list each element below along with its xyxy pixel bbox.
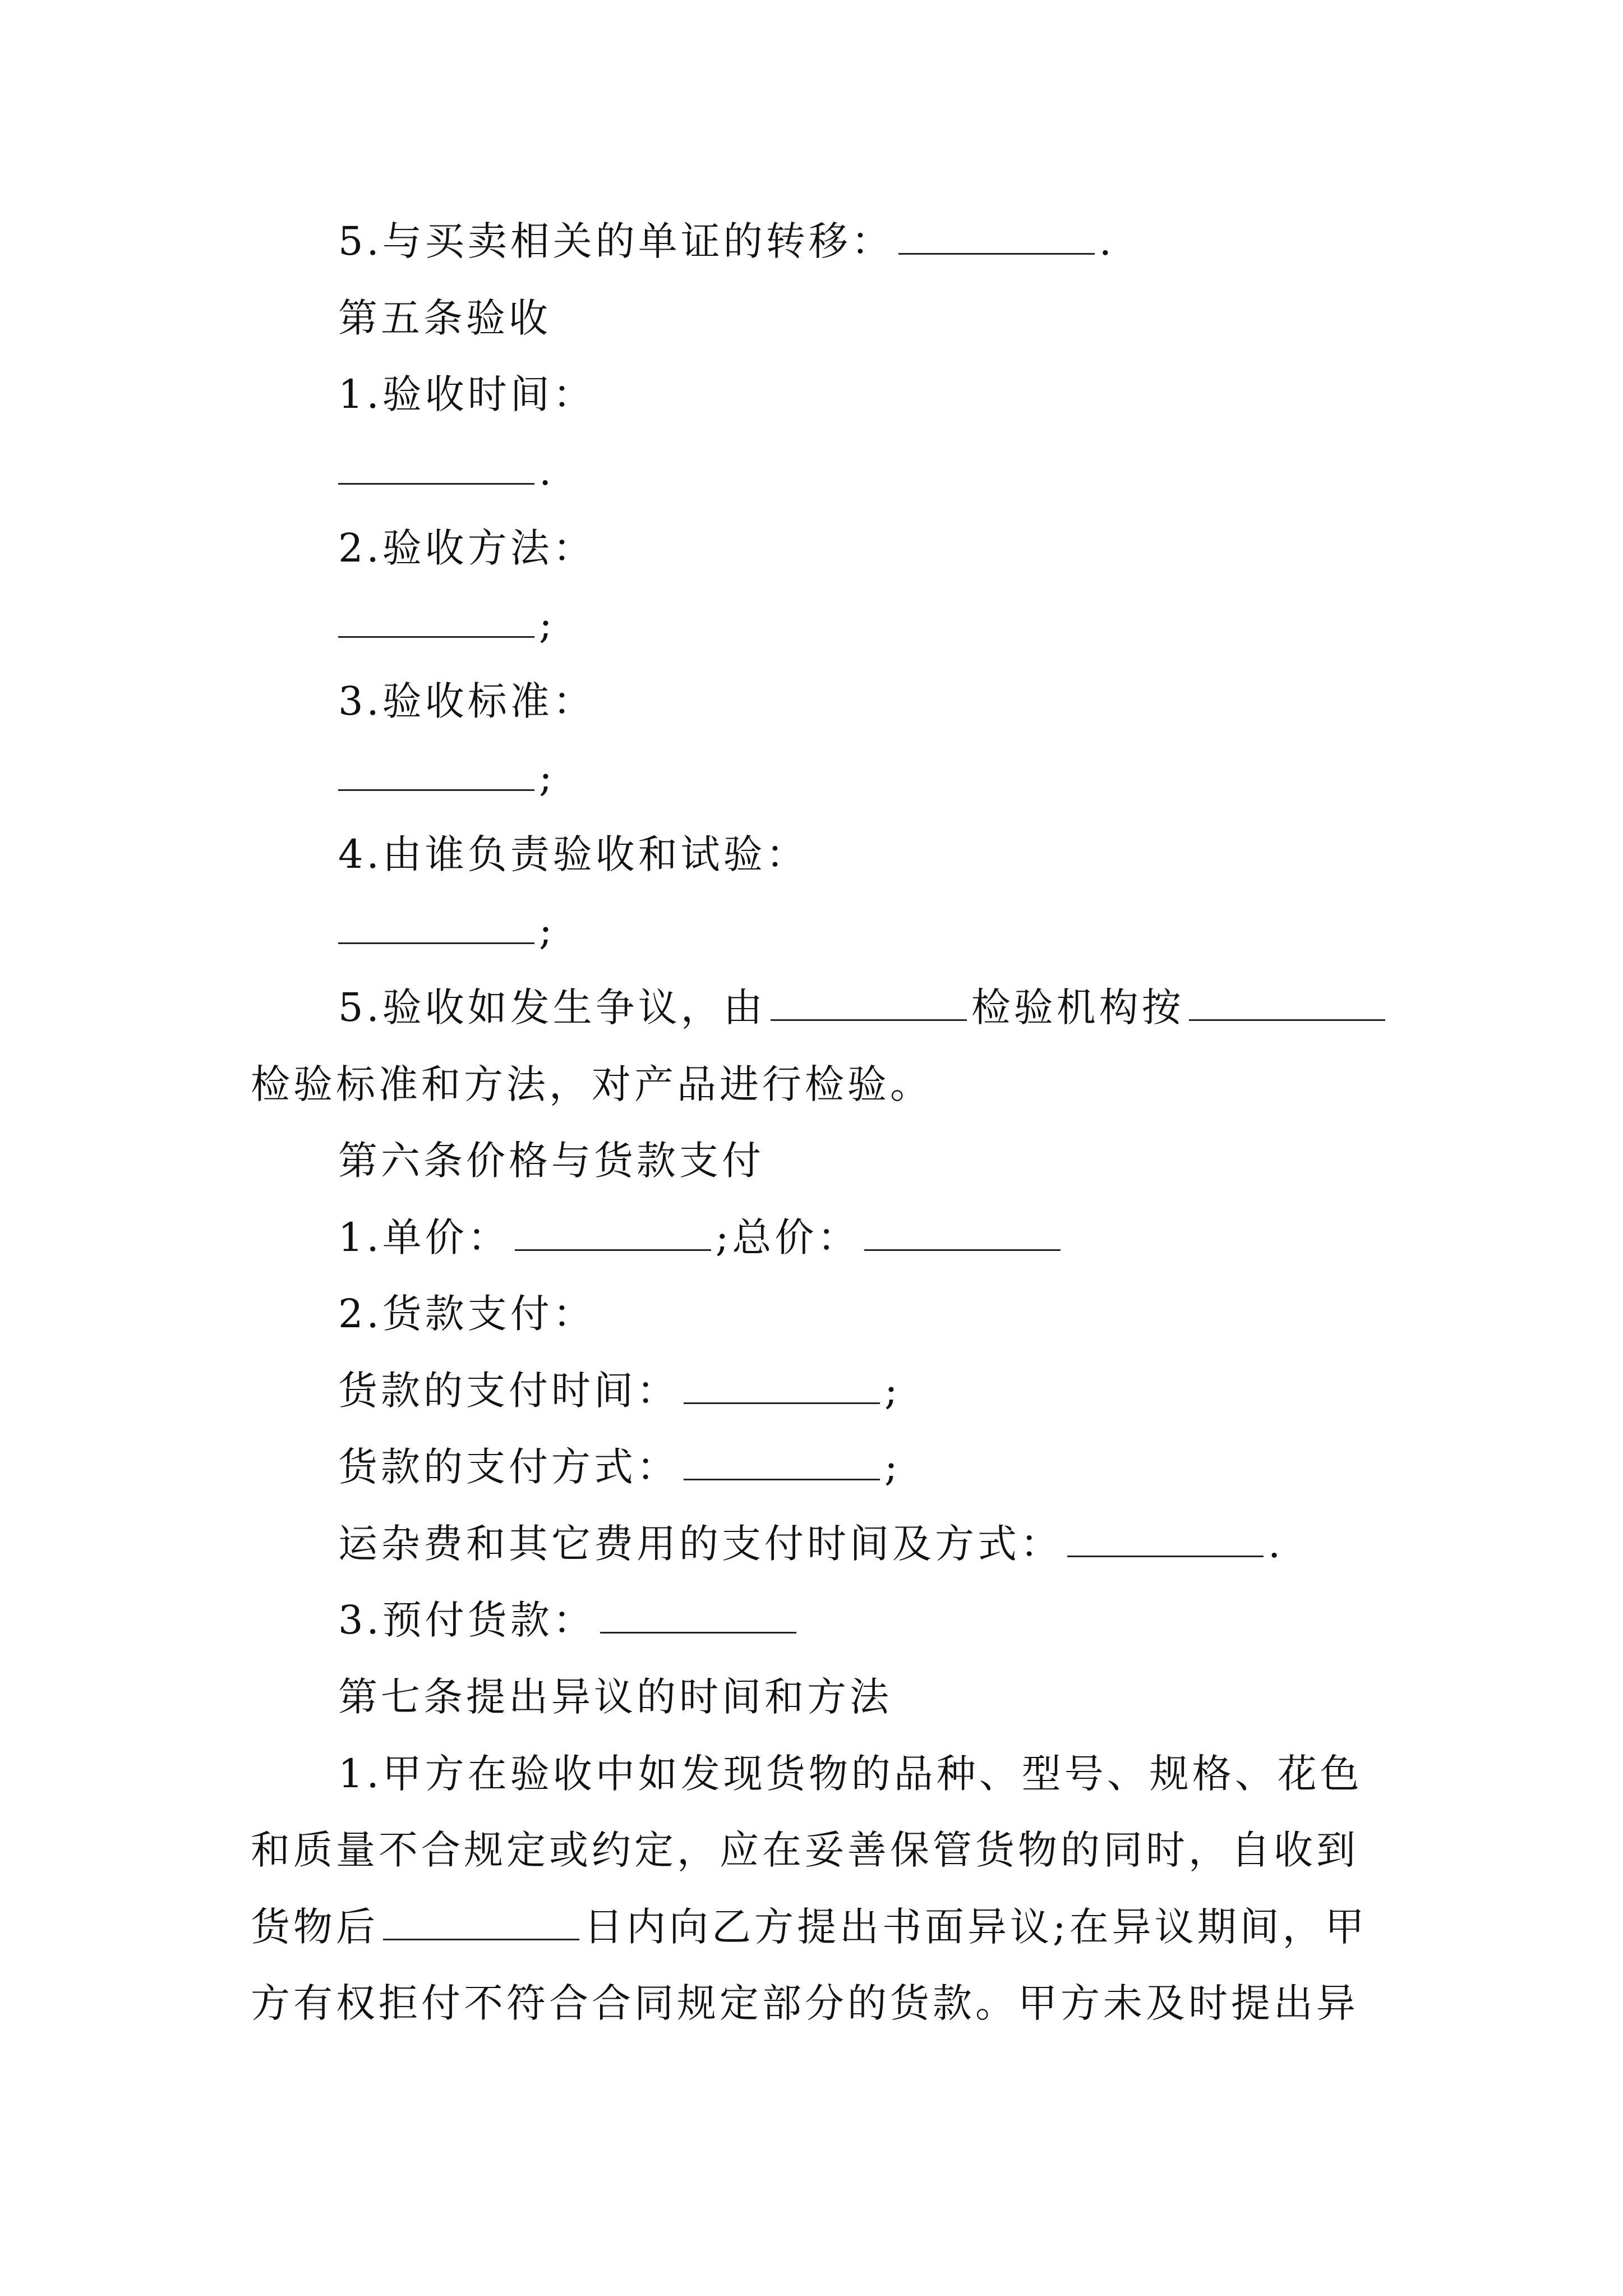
fill-in-blank[interactable] (338, 908, 534, 944)
line-text: 3.验收标准： (338, 678, 596, 724)
line-text: ; (884, 1368, 901, 1414)
clause-6-item-1 (338, 1212, 1065, 1263)
line-text: 5.验收如发生争议，由 (338, 984, 766, 1030)
line-text: 方有权拒付不符合合同规定部分的货款。甲方未及时提出异 (251, 1980, 1359, 2026)
fill-in-blank[interactable] (338, 754, 534, 791)
section-heading-article-5 (338, 293, 551, 343)
heading-text: 第六条价格与货款支付 (338, 1138, 764, 1184)
line-text: 货款的支付方式： (338, 1444, 679, 1490)
fill-in-blank[interactable] (600, 1597, 796, 1634)
clause-5-item-1 (338, 369, 596, 420)
line-text: 检验标准和方法，对产品进行检验。 (251, 1061, 933, 1107)
fill-in-blank[interactable] (898, 218, 1095, 255)
clause-5-item-3-blank (338, 752, 556, 803)
line-text: ; (539, 754, 556, 800)
line-text: 货款的支付时间： (338, 1368, 679, 1414)
clause-5-item-2-blank (338, 599, 556, 650)
fill-in-blank[interactable] (864, 1214, 1061, 1251)
fill-in-blank[interactable] (771, 984, 967, 1021)
line-text: 1.验收时间： (338, 371, 596, 417)
line-text: . (539, 448, 555, 494)
line-text: 货物后 (251, 1904, 379, 1950)
line-text: 运杂费和其它费用的支付时间及方式： (338, 1521, 1063, 1567)
fill-in-blank[interactable] (338, 448, 534, 485)
clause-4-item-5 (338, 216, 1115, 266)
payment-method-line (338, 1442, 901, 1492)
clause-6-item-3 (338, 1595, 801, 1645)
line-text: . (1268, 1521, 1284, 1567)
fill-in-blank[interactable] (515, 1214, 711, 1251)
clause-5-item-5 (338, 982, 1390, 1033)
line-text: 4.由谁负责验收和试验： (338, 831, 809, 877)
clause-5-item-4-blank (338, 905, 556, 956)
line-text: ;总价： (715, 1214, 860, 1260)
clause-7-item-1-line-2 (251, 1825, 1359, 1875)
clause-5-item-5-continued (251, 1059, 933, 1110)
fill-in-blank[interactable] (684, 1368, 880, 1404)
clause-5-item-4 (338, 829, 809, 880)
section-heading-article-7 (338, 1672, 892, 1722)
line-text: 5.与买卖相关的单证的转移： (338, 218, 894, 264)
line-text: 2.验收方法： (338, 525, 596, 571)
line-text: . (1099, 218, 1115, 264)
section-heading-article-6 (338, 1135, 764, 1186)
clause-5-item-3 (338, 676, 596, 726)
clause-7-item-1 (338, 1749, 1363, 1799)
fill-in-blank[interactable] (1067, 1521, 1264, 1557)
clause-5-item-1-blank (338, 446, 555, 496)
heading-text: 第七条提出异议的时间和方法 (338, 1674, 892, 1720)
line-text: 3.预付货款： (338, 1597, 596, 1643)
fill-in-blank[interactable] (383, 1904, 579, 1940)
fill-in-blank[interactable] (338, 601, 534, 638)
line-text: ; (539, 601, 556, 647)
clause-5-item-2 (338, 523, 596, 573)
clause-7-item-1-line-3 (251, 1902, 1368, 1952)
line-text: 1.单价： (338, 1214, 510, 1260)
fill-in-blank[interactable] (1189, 984, 1385, 1021)
other-fees-line (338, 1519, 1284, 1569)
heading-text: 第五条验收 (338, 295, 551, 341)
clause-6-item-2 (338, 1289, 596, 1339)
clause-7-item-1-line-4 (251, 1978, 1359, 2028)
line-text: 日内向乙方提出书面异议;在异议期间，甲 (584, 1904, 1368, 1950)
line-text: ; (539, 908, 556, 954)
line-text: 检验机构按 (971, 984, 1184, 1030)
line-text: ; (884, 1444, 901, 1490)
line-text: 1.甲方在验收中如发现货物的品种、型号、规格、花色 (338, 1751, 1363, 1797)
fill-in-blank[interactable] (684, 1444, 880, 1480)
line-text: 和质量不合规定或约定，应在妥善保管货物的同时，自收到 (251, 1827, 1359, 1873)
payment-time-line (338, 1365, 901, 1416)
line-text: 2.货款支付： (338, 1291, 596, 1337)
